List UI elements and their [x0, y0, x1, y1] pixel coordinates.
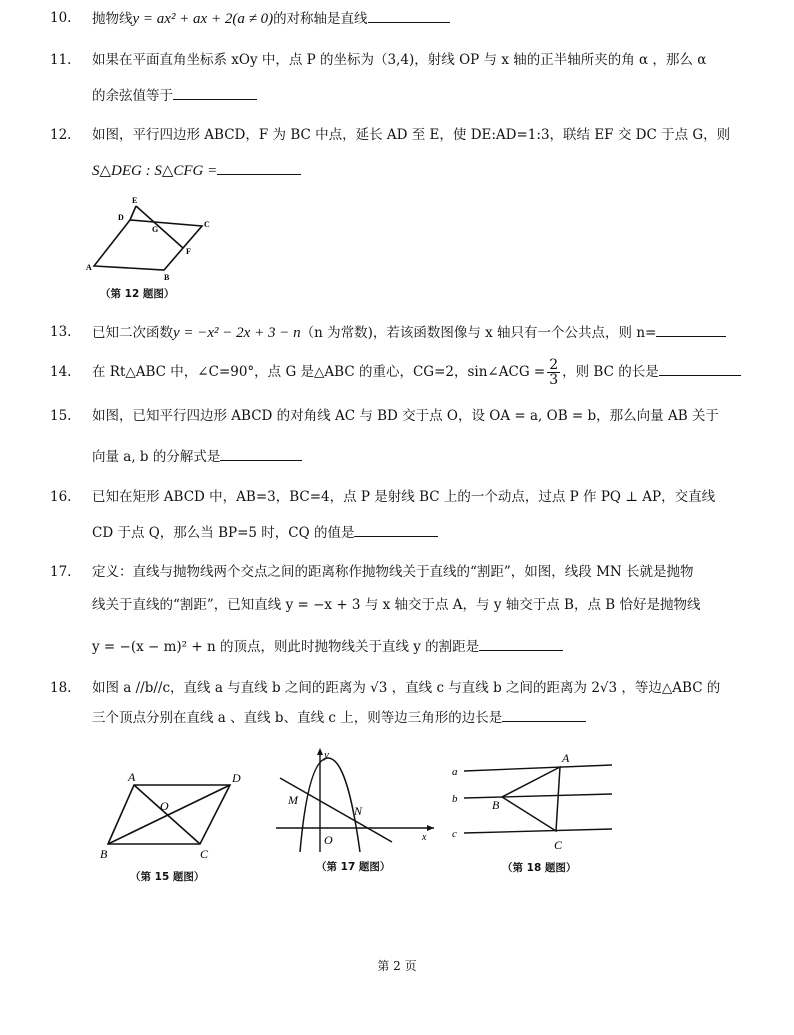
question-16	[50, 487, 732, 507]
question-text: 已知在矩形 ABCD 中，AB=3，BC=4，点 P 是射线 BC 上的一个动点，过点 P 作 PQ ⊥ AP，交直线	[92, 489, 716, 505]
question-17-line3	[92, 636, 732, 657]
question-text: CD 于点 Q，那么当 BP=5 时，CQ 的值是	[92, 525, 355, 541]
figure-18	[450, 745, 620, 880]
fraction-denominator: 3	[549, 372, 559, 388]
question-text: 定义：直线与抛物线两个交点之间的距离称作抛物线关于直线的“割距”，如图，线段 MN 长就是抛物	[92, 564, 694, 580]
answer-blank[interactable]	[502, 707, 586, 722]
question-text: 如图 a //b//c，直线 a 与直线 b 之间的距离为 √3 ，直线 c 与直线 b 之间的距离为 2√3 ，等边△ABC 的	[92, 680, 721, 696]
page-number: 第 2 页	[377, 959, 417, 973]
answer-blank[interactable]	[354, 522, 438, 537]
figure-17-drawing	[272, 744, 452, 856]
figure-caption: （第 17 题图）	[316, 861, 391, 873]
figure-caption: （第 15 题图）	[130, 871, 205, 883]
answer-blank[interactable]	[659, 361, 741, 376]
question-number: 11.	[50, 52, 72, 68]
question-number: 10.	[50, 10, 72, 26]
question-text: 线关于直线的“割距”，已知直线 y = −x + 3 与 x 轴交于点 A，与 y 轴交于点 B，点 B 恰好是抛物线	[92, 597, 701, 613]
question-18-line2	[92, 707, 732, 728]
question-text: y = −(x − m)² + n 的顶点，则此时抛物线关于直线 y 的割距是	[92, 639, 480, 655]
label-C: C	[204, 220, 210, 229]
fraction-numerator: 2	[549, 357, 559, 373]
label-C: C	[200, 847, 209, 861]
question-16-line2	[92, 522, 732, 543]
question-text: 如果在平面直角坐标系 xOy 中，点 P 的坐标为（3,4)，射线 OP 与 x 轴的正半轴所夹的角 α ，那么 α	[92, 52, 707, 68]
label-G: G	[152, 225, 159, 234]
question-text: 抛物线	[92, 11, 133, 27]
label-A: A	[86, 263, 92, 272]
question-number: 14.	[50, 364, 72, 380]
answer-blank[interactable]	[656, 322, 726, 337]
question-17	[50, 562, 732, 582]
label-B: B	[164, 273, 170, 282]
question-13	[50, 322, 732, 343]
question-text: 的对称轴是直线	[273, 11, 368, 27]
figure-12-drawing	[80, 194, 220, 284]
question-text: 的余弦值等于	[92, 88, 173, 104]
label-y: y	[324, 749, 329, 761]
label-A: A	[562, 751, 570, 765]
question-18	[50, 678, 732, 698]
fraction	[547, 358, 560, 387]
label-F: F	[186, 247, 191, 256]
answer-blank[interactable]	[217, 160, 301, 175]
answer-blank[interactable]	[368, 8, 450, 23]
question-text: 如图，已知平行四边形 ABCD 的对角线 AC 与 BD 交于点 O，设 OA = a, OB = b，那么向量 AB 关于	[92, 408, 719, 424]
question-12	[50, 125, 732, 145]
figure-17	[272, 744, 452, 879]
figure-caption: （第 18 题图）	[502, 862, 577, 874]
label-C: C	[554, 838, 563, 852]
question-11-line2	[92, 85, 732, 106]
question-12-line2	[92, 160, 732, 181]
question-14	[50, 356, 732, 388]
label-B: B	[492, 798, 500, 812]
figure-18-drawing	[450, 745, 620, 857]
label-x: x	[422, 832, 427, 843]
question-text: ，则 BC 的长是	[562, 364, 659, 380]
label-a: a	[452, 766, 458, 778]
label-E: E	[132, 196, 138, 205]
label-A: A	[128, 770, 136, 784]
label-O: O	[324, 833, 333, 847]
question-number: 13.	[50, 324, 72, 340]
question-formula: y = −x² − 2x + 3 − n	[173, 325, 301, 341]
question-text: 向量 a, b 的分解式是	[92, 449, 221, 465]
label-b: b	[452, 793, 458, 805]
question-text: 在 Rt△ABC 中，∠C=90°，点 G 是△ABC 的重心，CG=2，sin∠ACG =	[92, 364, 546, 380]
label-D: D	[232, 771, 241, 785]
question-10	[50, 8, 732, 29]
answer-blank[interactable]	[220, 446, 302, 461]
question-formula: S△DEG : S△CFG =	[92, 163, 218, 179]
question-text: 三个顶点分别在直线 a 、直线 b、直线 c 上，则等边三角形的边长是	[92, 710, 503, 726]
question-17-line2	[92, 595, 732, 615]
figure-12	[80, 194, 220, 304]
label-M: M	[288, 793, 298, 807]
question-number: 12.	[50, 127, 72, 143]
question-number: 17.	[50, 564, 72, 580]
question-number: 16.	[50, 489, 72, 505]
question-text: 如图，平行四边形 ABCD，F 为 BC 中点，延长 AD 至 E，使 DE:AD=1:3，联结 EF 交 DC 于点 G，则	[92, 127, 731, 143]
label-B: B	[100, 847, 108, 861]
label-N: N	[354, 804, 363, 818]
question-11	[50, 50, 732, 70]
figure-15	[96, 765, 271, 890]
figure-caption: （第 12 题图）	[100, 288, 175, 300]
label-D: D	[118, 213, 124, 222]
answer-blank[interactable]	[479, 636, 563, 651]
question-number: 15.	[50, 408, 72, 424]
question-formula: y = ax² + ax + 2(a ≠ 0)	[132, 11, 274, 27]
question-text: 已知二次函数	[92, 325, 173, 341]
question-number: 18.	[50, 680, 72, 696]
label-O: O	[160, 799, 169, 813]
question-text: （n 为常数)，若该函数图像与 x 轴只有一个公共点，则 n=	[300, 325, 657, 341]
label-c: c	[452, 828, 457, 840]
question-15-line2	[92, 446, 732, 467]
question-15	[50, 406, 732, 426]
answer-blank[interactable]	[173, 85, 257, 100]
figure-15-drawing	[96, 765, 271, 865]
